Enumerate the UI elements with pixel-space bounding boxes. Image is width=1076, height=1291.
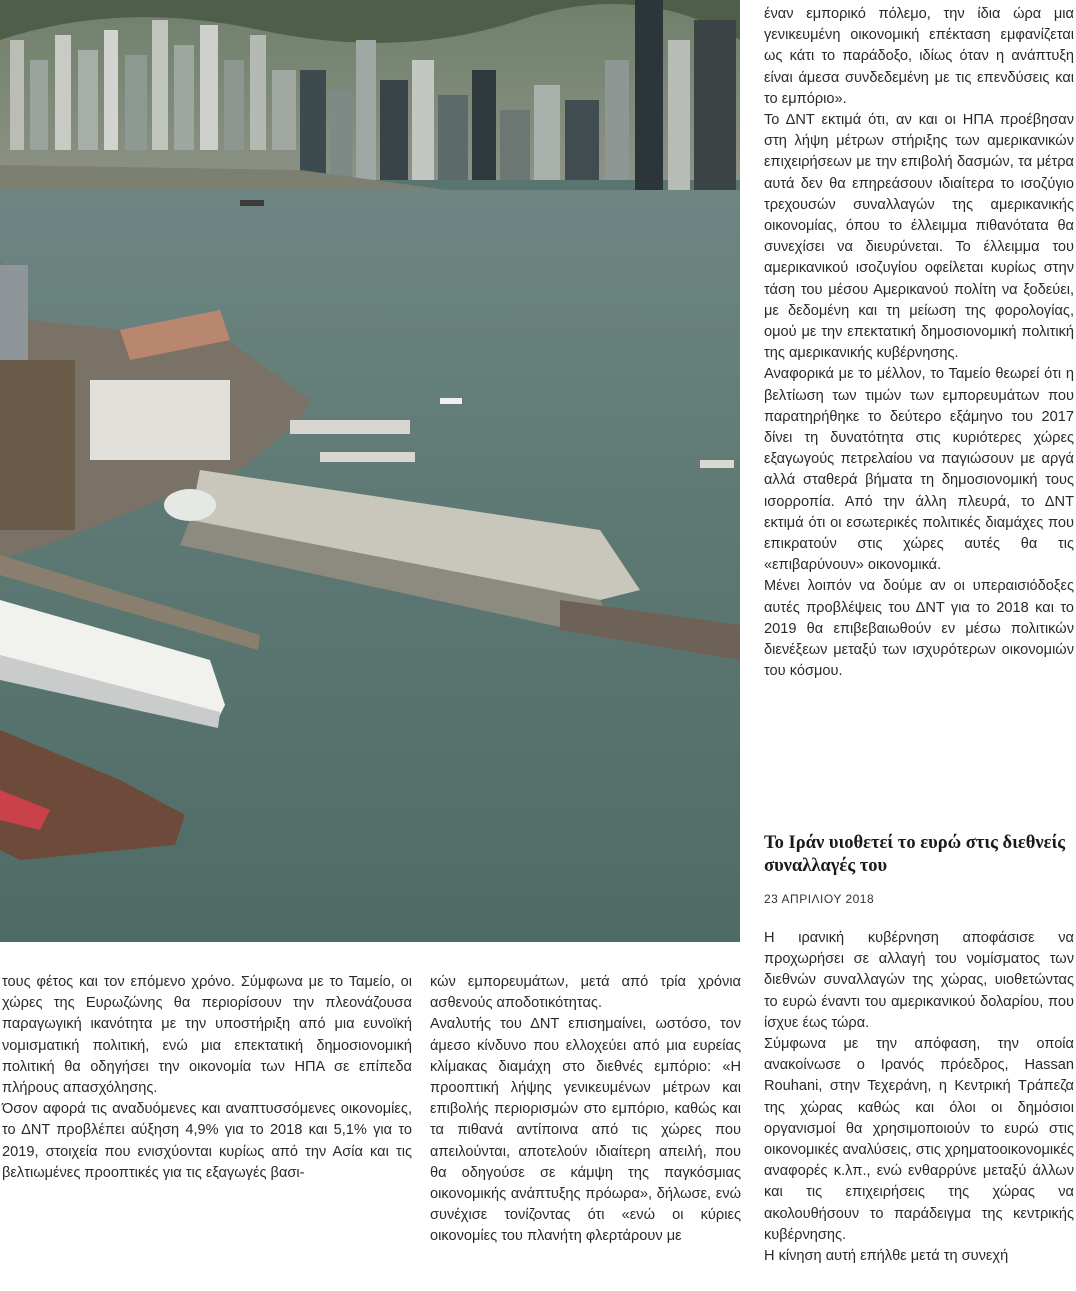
paragraph: Το ΔΝΤ εκτιμά ότι, αν και οι ΗΠΑ προέβησαν στη λήψη μέτρων στήριξης των αμερικανικών επιχειρήσεων με την επιβολή δασμών, τα μέτρα αυτά δεν θα επηρεάσουν ιδιαίτερα το ισοζύγιο τρεχουσών συναλλαγών της αμερικανικής οικονομίας, όπου το έλλειμμα πιθανότατα θα συνεχίσει να διευρύνεται. Το έλλειμμα του αμερικανικού ισοζυγίου οφείλεται κυρίως στην τάση του μέσου Αμερικανού πολίτη να ξοδεύει, με δεδομένη και τη μείωση της φορολογίας, ομού με την επεκτατική δημοσιονομική πολιτική της αμερικανικής κυβέρνησης. [764,112,1074,362]
ferry-pier-2 [320,452,415,462]
paragraph: Σύμφωνα με την απόφαση, την οποία ανακοίνωσε ο Ιρανός πρόεδρος, Hassan Rouhani, στην Τεχεράνη, η Κεντρική Τράπεζα της χώρας καθώς και όλοι οι δημόσιοι οργανισμοί θα χρησιμοποιούν το ευρώ στις οικονομικές αναλύσεις, στις χρηματοοικονομικές αναφορές κ.λπ., ενώ ενθαρρύνε μεταξύ άλλων και τις επιχειρήσεις της χώρας να ακολουθήσουν το παράδειγμα της κεντρικής κυβέρνησης. [764,1036,1074,1243]
hotel-tower [0,360,75,530]
paragraph: Η κίνηση αυτή επήλθε μετά τη συνεχή [764,1248,1009,1265]
round-building [164,489,216,521]
paragraph: τους φέτος και τον επόμενο χρόνο. Σύμφωνα με το Ταμείο, οι χώρες της Ευρωζώνης θα περιορίσουν την πλεονάζουσα παραγωγική ικανότητα με την υποστήριξη από μια ευνοϊκή νομισματική πολιτική, ενώ μια επεκτατική δημοσιονομική πολιτική θα οδηγήσει την οικονομία των ΗΠΑ σε επίπεδα πλήρους απασχόλησης. [2,974,412,1097]
article-column-right-top [764,4,1074,683]
paragraph: Αναφορικά με το μέλλον, το Ταμείο θεωρεί ότι η βελτίωση των τιμών των εμπορευμάτων που παρατηρήθηκε το δεύτερο εξάμηνο του 2017 δίνει τη δυνατότητα στις κυριότερες χώρες εξαγωγούς πετρελαίου να παγιώσουν με αργά αλλά σταθερά βήματα τη δημοσιονομική τους ισορροπία. Από την άλλη πλευρά, το ΔΝΤ εκτιμά ότι οι εσωτερικές πολιτικές διαμάχες που επικρατούν στις χώρες αυτές θα τις «επιβαρύνουν» οικονομικά. [764,366,1074,574]
paragraph: Μένει λοιπόν να δούμε αν οι υπεραισιόδοξες αυτές προβλέψεις του ΔΝΤ για το 2018 και το 2019 θα επιβεβαιωθούν εν μέσω πολιτικών διενέξεων μεταξύ των ισχυρότερων οικονομιών του κόσμου. [764,578,1074,680]
article-date: 23 ΑΠΡΙΛΙΟΥ 2018 [764,892,875,906]
ferry-pier [290,420,410,434]
article-headline: Το Ιράν υιοθετεί το ευρώ στις διεθνείς συναλλαγές του [764,833,1066,876]
article-column-bottom-1 [2,972,412,1184]
paragraph: Αναλυτής του ΔΝΤ επισημαίνει, ωστόσο, τον άμεσο κίνδυνο που ελλοχεύει από μια ευρείας κλίμακας διαμάχη στο διεθνές εμπόριο: «Η προοπτική λήψης γενικευμένων μέτρων και επιβολής περιορισμών στο εμπόριο, καθώς και τα πιθανά αντίποινα από τις χώρες που απειλούνται, αποτελούν ιδιαίτερη απειλή, που θα οδηγούσε σε κάμψη της παγκόσμιας οικονομικής ανάπτυξης πρόωρα», δήλωσε, ενώ συνέχισε τονίζοντας ότι «ενώ οι κύριες οικονομίες του πλανήτη φλερτάρουν με [430,1016,741,1245]
paragraph: κών εμπορευμάτων, μετά από τρία χρόνια ασθενούς αποδοτικότητας. [430,974,741,1012]
boat-2 [700,460,734,468]
boat [440,398,462,404]
article2-body [764,928,1074,1267]
paragraph: Όσον αφορά τις αναδυόμενες και αναπτυσσόμενες οικονομίες, το ΔΝΤ προβλέπει αύξηση 4,9% για το 2018 και 5,1% για το 2019, στοιχεία που ενισχύονται κυρίως από την Ασία και τις βελτιωμένες προοπτικές για τις εξαγωγές βασι- [2,1101,412,1181]
paragraph: Η ιρανική κυβέρνηση αποφάσισε να προχωρήσει σε αλλαγή του νομίσματος των διεθνών συναλλαγών της χώρας, υιοθετώντας το ευρώ έναντι του αμερικανικού δολαρίου, που ίσχυε έως τώρα. [764,930,1074,1031]
paragraph: έναν εμπορικό πόλεμο, την ίδια ώρα μια γενικευμένη οικονομική επέκταση εμφανίζεται ως κάτι το παράδοξο, ιδίως όταν η ανάπτυξη είναι άμεσα συνδεδεμένη με τις επενδύσεις και το εμπόριο». [764,6,1074,107]
left-tower [0,265,28,375]
boat-3 [240,200,264,206]
article-column-bottom-2 [430,972,741,1248]
hotel-building [90,380,230,460]
